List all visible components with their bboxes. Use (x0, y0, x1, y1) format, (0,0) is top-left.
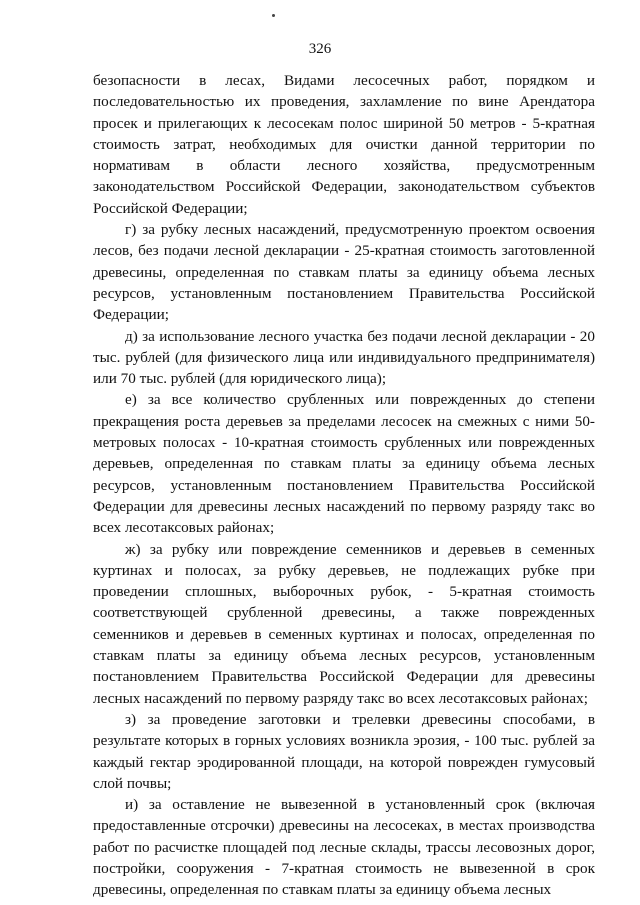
paragraph-item-d: д) за использование лесного участка без подачи лесной декларации - 20 тыс. рублей (для физического лица или индивидуального предпринимателя) или 70 тыс. рублей (для юридического лица); (93, 327, 595, 388)
paragraph-item-e: е) за все количество срубленных или поврежденных до степени прекращения роста деревьев за пределами лесосек на смежных с ними 50-метровых полосах - 10-кратная стоимость срубленных или поврежденных деревьев, определенная по ставкам платы за единицу объема лесных ресурсов, установленным постановлением Правительства Российской Федерации для древесины лесных насаждений по первому разряду такс во всех лесотаксовых районах; (93, 391, 595, 537)
paragraph-item-zh: ж) за рубку или повреждение семенников и деревьев в семенных куртинах и полосах, за рубку деревьев, не подлежащих рубке при проведении сплошных, выборочных рубок, - 5-кратная стоимость соответствующей срубленной древесины, а также поврежденных семенников и деревьев в семенных куртинах и полосах, определенная по ставкам платы за единицу объема лесных ресурсов, установленным постановлением Правительства Российской Федерации для древесины лесных насаждений по первому разряду такс во всех лесотаксовых районах; (93, 540, 595, 707)
body-text (93, 70, 595, 901)
paragraph-continuation: безопасности в лесах, Видами лесосечных работ, порядком и последовательностью их проведения, захламление по вине Арендатора просек и прилегающих к лесосекам полос шириной 50 метров - 5-кратная стоимость затрат, необходимых для очистки данной территории по нормативам в области лесного хозяйства, предусмотренным законодательством Российской Федерации, законодательством субъектов Российской Федерации; (93, 72, 595, 217)
scan-dot-mark (272, 14, 275, 17)
paragraph-item-i: и) за оставление не вывезенной в установленный срок (включая предоставленные отсрочки) древесины на лесосеках, в местах производства работ по расчистке площадей под лесные склады, трассы лесовозных дорог, постройки, сооружения - 7-кратная стоимость не вывезенной в срок древесины, определенная по ставкам платы за единицу объема лесных (93, 796, 595, 899)
paragraph-item-g: г) за рубку лесных насаждений, предусмотренную проектом освоения лесов, без подачи лесной декларации - 25-кратная стоимость заготовленной древесины, определенная по ставкам платы за единицу объема лесных ресурсов, установленным постановлением Правительства Российской Федерации; (93, 221, 595, 324)
paragraph-item-z: з) за проведение заготовки и трелевки древесины способами, в результате которых в горных условиях возникла эрозия, - 100 тыс. рублей за каждый гектар эродированной площади, на которой поврежден гумусовый слой почвы; (93, 710, 595, 792)
page-number: 326 (308, 41, 332, 57)
